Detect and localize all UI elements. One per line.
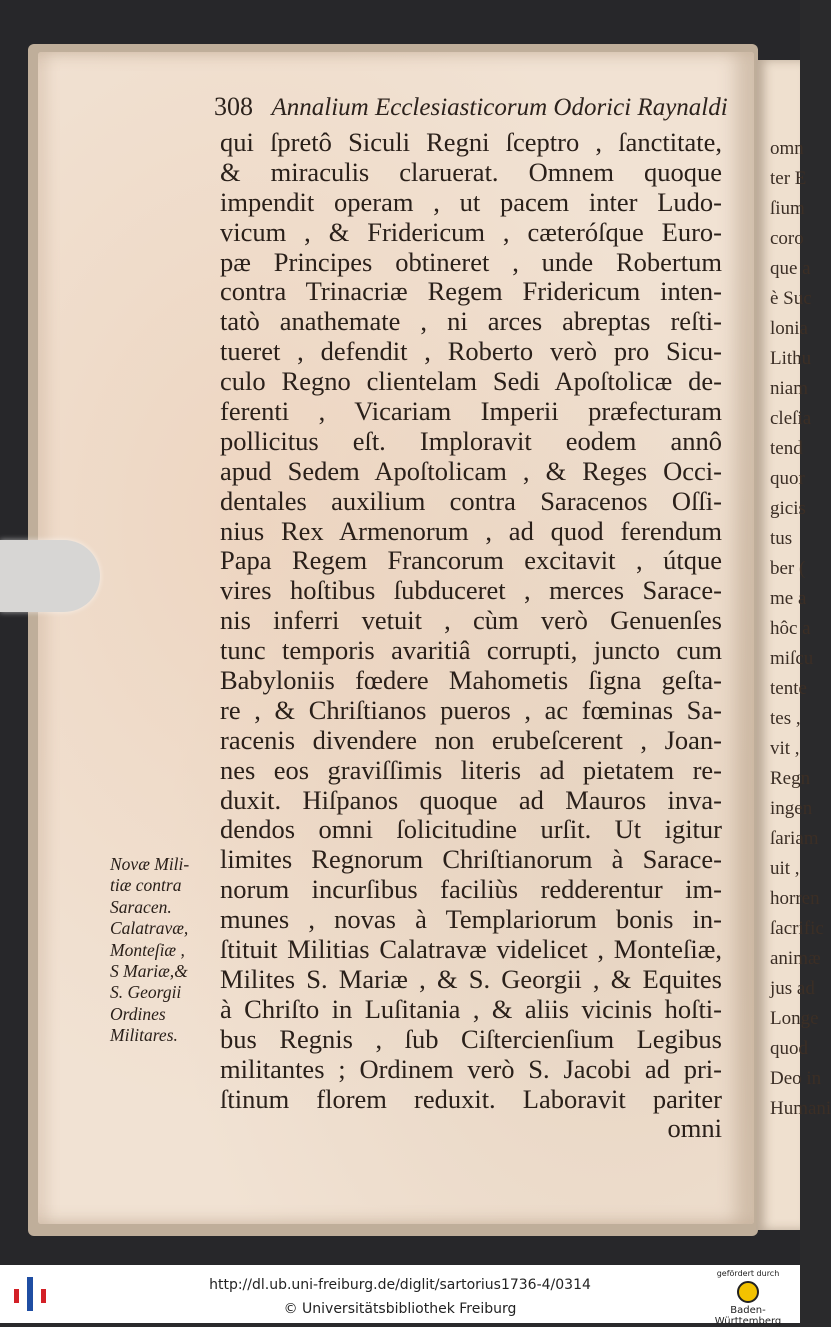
- text-line: tatò anathemate , ni arces abreptas reſti-: [220, 306, 722, 337]
- text-line: tueret , defendit , Roberto verò pro Sicu-: [220, 336, 722, 367]
- text-line: contra Trinacriæ Regem Fridericum inten-: [220, 276, 722, 307]
- next-page-fragment: tes ,: [770, 708, 801, 729]
- text-line: racenis divendere non erubeſcerent , Joan-: [220, 724, 722, 755]
- text-line: nis inferri vetuit , cùm verò Genuenſes: [220, 605, 722, 636]
- text-line: apud Sedem Apoſtolicam , & Reges Occi-: [220, 455, 722, 486]
- margin-note-line: Calatravæ,: [110, 918, 189, 939]
- text-line: culo Regno clientelam Sedi Apoſtolicæ de-: [220, 366, 722, 397]
- sponsor-state: Baden-Württemberg: [714, 1305, 782, 1327]
- text-line: dendos omni ſolicitudine urſit. Ut igitur: [220, 814, 722, 845]
- running-head: Annalium Ecclesiasticorum Odorici Raynaldi: [271, 94, 728, 121]
- margin-note-line: Novæ Mili-: [110, 854, 190, 874]
- text-line: tunc temporis avaritiâ corrupti, juncto cum: [220, 635, 722, 666]
- text-line: Papa Regem Francorum excitavit , útque: [220, 545, 722, 576]
- text-line: & miraculis claruerat. Omnem quoque: [220, 156, 722, 187]
- next-page-fragment: jus ad: [770, 978, 815, 999]
- text-line: impendit operam , ut pacem inter Ludo-: [220, 186, 722, 217]
- next-page-fragment: lonia: [770, 318, 808, 339]
- next-page-fragment: ſium: [770, 198, 805, 219]
- next-page-fragment: quod: [770, 1038, 808, 1059]
- next-page-fragment: que a: [770, 258, 811, 279]
- text-line: Milites S. Mariæ , & S. Georgii , & Equites: [220, 963, 722, 994]
- next-page-fragment: ſacrific: [770, 918, 824, 939]
- text-line: norum incurſibus faciliùs redderentur im-: [220, 874, 722, 905]
- text-line: pollicitus eſt. Imploravit eodem annô: [220, 425, 722, 456]
- next-page-fragment: tente: [770, 678, 807, 699]
- next-page-fragment: Humani: [770, 1098, 831, 1119]
- margin-note-line: Monteſiæ ,: [110, 939, 185, 960]
- next-page-fragment: è Suc: [770, 288, 812, 309]
- text-line: ſtituit Militias Calatravæ videlicet , Monteſiæ,: [220, 934, 722, 965]
- margin-note-line: Ordines: [110, 1003, 166, 1024]
- body-text: [220, 128, 722, 1144]
- next-page-fragment: miſcu: [770, 648, 814, 669]
- next-page-fragment: tus: [770, 528, 793, 549]
- copyright-notice: © Universitätsbibliothek Freiburg: [283, 1301, 517, 1317]
- thumb-shadow: [0, 540, 100, 612]
- state-emblem-icon: [737, 1281, 759, 1303]
- text-line: qui ſpretô Siculi Regni ſceptro , ſanctitate,: [220, 127, 722, 157]
- text-line: vicum , & Fridericum , cæteróſque Euro-: [220, 216, 722, 247]
- text-line: ſtinum florem reduxit. Laboravit pariter: [220, 1083, 722, 1114]
- text-line: limites Regnorum Chriſtianorum à Sarace-: [220, 844, 722, 875]
- next-page-fragment: me a: [770, 588, 807, 609]
- next-page-fragment: ter E: [770, 168, 807, 189]
- margin-note-line: tiæ contra: [110, 875, 182, 896]
- viewer-footer: [0, 1265, 800, 1327]
- next-page-fragment: niam: [770, 378, 808, 399]
- next-page-fragment: tend: [770, 438, 803, 459]
- page-header: [214, 92, 728, 122]
- next-page-fragment: ber (: [770, 558, 806, 579]
- margin-note-line: S. Georgii: [110, 982, 182, 1003]
- next-page-edge: [756, 60, 831, 1230]
- next-page-fragment: Regn: [770, 768, 811, 789]
- page-number: 308: [214, 92, 253, 121]
- text-line: à Chriſto in Luſitania , & aliis vicinis hoſti-: [220, 993, 722, 1024]
- margin-note-line: Saracen.: [110, 896, 172, 917]
- next-page-fragment: Longe: [770, 1008, 819, 1029]
- next-page-fragment: horren: [770, 888, 820, 909]
- text-line: bus Regnis , ſub Ciſtercienſium Legibus: [220, 1023, 722, 1054]
- next-page-fragment: Deo in: [770, 1068, 822, 1089]
- text-line: dentales auxilium contra Saracenos Oſſi-: [220, 485, 722, 516]
- text-line: re , & Chriſtianos pueros , ac fœminas Sa-: [220, 694, 722, 725]
- next-page-fragment: uit ,: [770, 858, 800, 879]
- page-url[interactable]: http://dl.ub.uni-freiburg.de/diglit/sartorius1736-4/0314: [209, 1277, 591, 1293]
- text-line: ferenti , Vicariam Imperii præfecturam: [220, 396, 722, 427]
- text-line: duxit. Hiſpanos quoque ad Mauros inva-: [220, 784, 722, 815]
- next-page-fragment: animæ: [770, 948, 821, 969]
- text-line: nius Rex Armenorum , ad quod ferendum: [220, 515, 722, 546]
- next-page-fragment: ſariam: [770, 828, 819, 849]
- margin-note: [110, 854, 222, 1047]
- catchword: omni: [667, 1113, 722, 1144]
- next-page-fragment: cleſia: [770, 408, 812, 429]
- sponsor-label: gefördert durch: [716, 1269, 780, 1278]
- next-page-fragment: gicis: [770, 498, 806, 519]
- text-line: Babyloniis fœdere Mahometis ſigna geſta-: [220, 665, 722, 696]
- text-line: vires hoſtibus ſubduceret , merces Sarace-: [220, 575, 722, 606]
- next-page-fragment: Lithu: [770, 348, 812, 369]
- next-page-fragment: omn: [770, 138, 804, 159]
- next-page-fragment: quor: [770, 468, 805, 489]
- text-line: pæ Principes obtineret , unde Robertum: [220, 246, 722, 277]
- next-page-fragment: hôc a: [770, 618, 811, 639]
- text-line: munes , novas à Templariorum bonis in-: [220, 904, 722, 935]
- margin-note-line: Militares.: [110, 1025, 178, 1046]
- next-page-fragment: ingen: [770, 798, 813, 819]
- margin-note-line: S Mariæ,&: [110, 961, 188, 982]
- next-page-fragment: vit ,: [770, 738, 800, 759]
- sponsor-block: [700, 1269, 796, 1327]
- next-page-fragment: coro: [770, 228, 804, 249]
- text-line: militantes ; Ordinem verò S. Jacobi ad pri-: [220, 1053, 722, 1084]
- text-line: nes eos graviſſimis literis ad pietatem re-: [220, 754, 722, 785]
